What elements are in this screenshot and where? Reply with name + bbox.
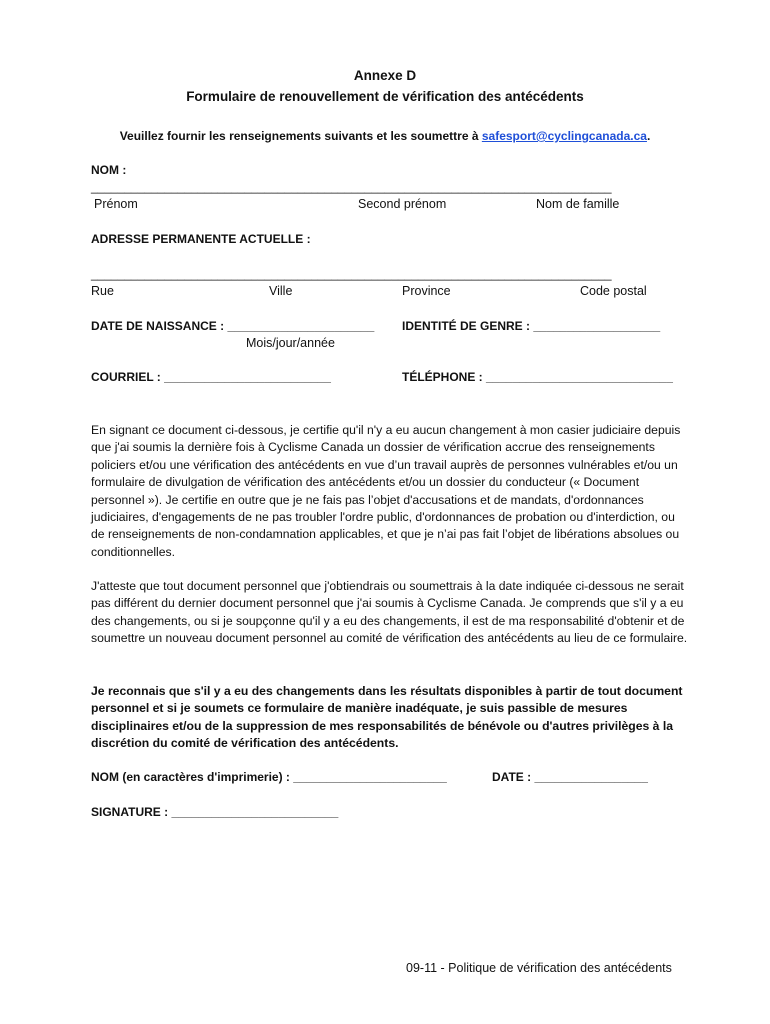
gender-identity-field[interactable]: IDENTITÉ DE GENRE : ___________________ xyxy=(402,319,661,333)
name-line[interactable]: ______________________________________________________________________________ xyxy=(91,180,612,194)
instructions-text: Veuillez fournir les renseignements suivants et les soumettre à xyxy=(119,129,482,143)
birth-date-format: Mois/jour/année xyxy=(246,336,335,350)
birth-date-field[interactable]: DATE DE NAISSANCE : ______________________ xyxy=(91,319,375,333)
acknowledgement-paragraph: Je reconnais que s'il y a eu des changements dans les résultats disponibles à partir de tout document personnel et si je soumets ce formulaire de manière inadéquate, je suis passible de mesures disciplinaires et/ou de la suppression de mes responsabilités de bénévole ou d'autres privilèges à la discrétion du comité de vérification des antécédents. xyxy=(91,684,683,751)
name-label: NOM : xyxy=(91,163,127,177)
last-name-caption: Nom de famille xyxy=(536,197,620,211)
instructions xyxy=(0,129,770,143)
instructions-suffix: . xyxy=(646,129,651,143)
middle-name-caption: Second prénom xyxy=(358,197,447,211)
province-caption: Province xyxy=(402,284,451,298)
certification-paragraph: En signant ce document ci-dessous, je certifie qu'il n'y a eu aucun changement à mon casier judiciaire depuis que j'ai soumis la dernière fois à Cyclisme Canada un dossier de vérification accrue des renseignements policiers et/ou une vérification des antécédents en vue d’un travail auprès de personnes vulnérables et/ou un formulaire de divulgation de vérification des antécédents et/ou un dossier du conducteur (« Document personnel »). Je certifie en outre que je ne fais pas l’objet d'accusations et de mandats, d'ordonnances judiciaires, d'engagements de ne pas troubler l'ordre public, d'ordonnances de probation ou d'interdiction, ou de renseignements de non-condamnation applicables, et que je n’ai pas fait l’objet de libérations absolues ou conditionnelles. xyxy=(91,423,681,559)
email-field[interactable]: COURRIEL : _________________________ xyxy=(91,370,331,384)
address-label: ADRESSE PERMANENTE ACTUELLE : xyxy=(91,232,311,246)
date-field[interactable]: DATE : _________________ xyxy=(492,770,648,784)
annex-label: Annexe D xyxy=(353,68,417,83)
street-caption: Rue xyxy=(91,284,114,298)
email-link[interactable]: safesport@cyclingcanada.ca xyxy=(481,129,647,143)
phone-field[interactable]: TÉLÉPHONE : ____________________________ xyxy=(402,370,673,384)
page-footer: 09-11 - Politique de vérification des antécédents xyxy=(406,961,672,975)
first-name-caption: Prénom xyxy=(94,197,138,211)
address-line[interactable]: ______________________________________________________________________________ xyxy=(91,267,612,281)
city-caption: Ville xyxy=(269,284,293,298)
page-title: Formulaire de renouvellement de vérification des antécédents xyxy=(186,89,584,104)
attestation-paragraph: J'atteste que tout document personnel que j'obtiendrais ou soumettrais à la date indiquée ci-dessous ne serait pas différent du dernier document personnel que j'ai soumis à Cyclisme Canada. Je comprends que s'il y a eu des changements, ou si je soupçonne qu'il y a eu des changements, il est de ma responsabilité d'obtenir et de soumettre un nouveau document personnel au comité de vérification des antécédents au lieu de ce formulaire. xyxy=(91,579,688,646)
print-name-field[interactable]: NOM (en caractères d'imprimerie) : _______________________ xyxy=(91,770,447,784)
postal-code-caption: Code postal xyxy=(580,284,647,298)
signature-field[interactable]: SIGNATURE : _________________________ xyxy=(91,805,339,819)
